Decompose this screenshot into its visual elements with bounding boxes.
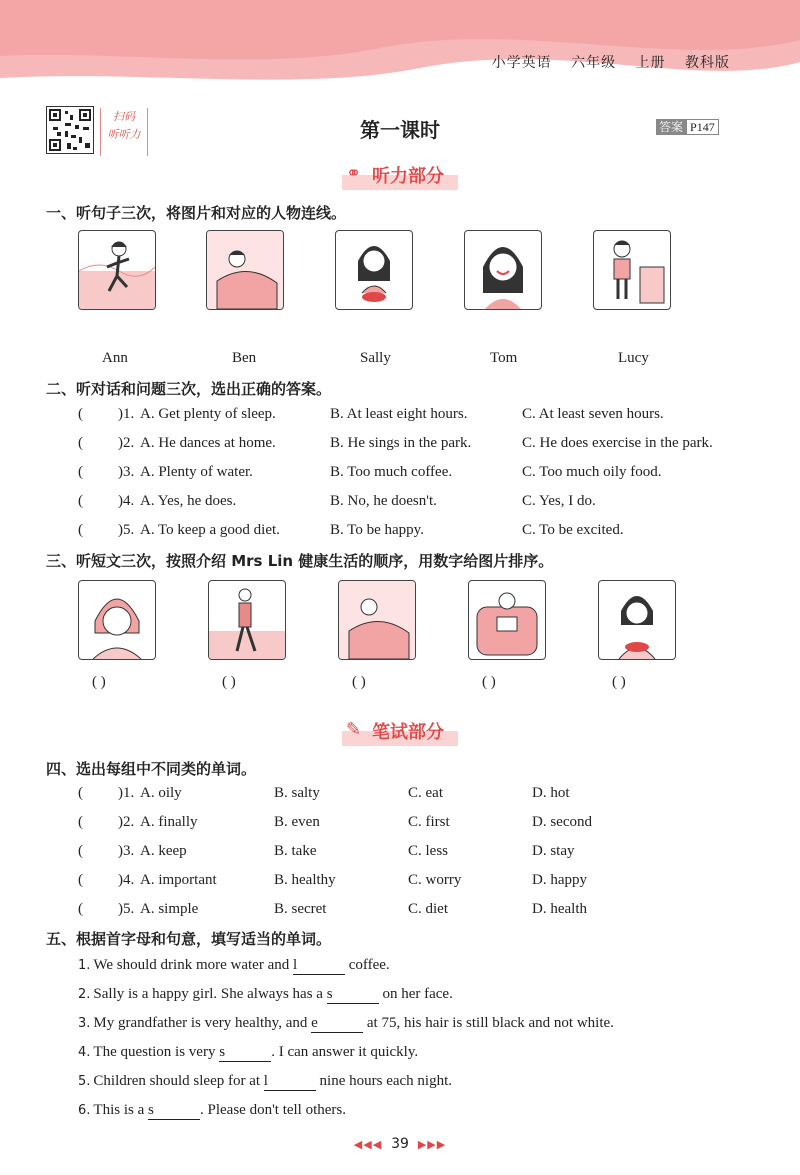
writing-title: 笔试部分 bbox=[372, 722, 444, 743]
picture-mrs-lin-reading bbox=[468, 580, 546, 660]
fill-blank[interactable]: s bbox=[219, 1044, 271, 1062]
option-b: B. salty bbox=[274, 785, 320, 801]
listening-title: 听力部分 bbox=[372, 166, 444, 187]
sentence-start: This is a bbox=[93, 1102, 148, 1118]
name-sally: Sally bbox=[360, 350, 391, 366]
option-b: B. even bbox=[274, 814, 320, 830]
fill-blank[interactable]: l bbox=[293, 957, 345, 975]
answer-paren-open[interactable]: ( bbox=[78, 464, 83, 480]
item-number: )1. bbox=[118, 785, 135, 801]
option-c: C. Yes, I do. bbox=[522, 493, 596, 509]
name-lucy: Lucy bbox=[618, 350, 649, 366]
q5-sentence bbox=[78, 957, 390, 975]
answer-paren-open[interactable]: ( bbox=[78, 522, 83, 538]
answer-label: 答案 bbox=[656, 119, 686, 135]
option-a: A. finally bbox=[140, 814, 198, 830]
answer-paren-open[interactable]: ( bbox=[78, 435, 83, 451]
fill-blank[interactable]: l bbox=[264, 1073, 316, 1091]
q5-sentence bbox=[78, 1073, 452, 1091]
item-number: )5. bbox=[118, 522, 135, 538]
item-number: )4. bbox=[118, 493, 135, 509]
sentence-end: coffee. bbox=[344, 957, 390, 973]
name-ben: Ben bbox=[232, 350, 257, 366]
option-d: D. second bbox=[532, 814, 592, 830]
name-ann: Ann bbox=[102, 350, 128, 366]
picture-mrs-lin-eating bbox=[598, 580, 676, 660]
q3-title: 三、听短文三次，按照介绍 Mrs Lin 健康生活的顺序，用数字给图片排序。 bbox=[46, 552, 554, 570]
header-wave bbox=[0, 0, 800, 100]
option-a: A. Get plenty of sleep. bbox=[140, 406, 276, 422]
item-number: )3. bbox=[118, 843, 135, 859]
q5-sentence bbox=[78, 1102, 346, 1120]
page-number-footer bbox=[0, 1136, 800, 1152]
q5-sentence bbox=[78, 1015, 614, 1033]
item-number: 6. bbox=[78, 1103, 91, 1118]
option-a: A. oily bbox=[140, 785, 182, 801]
option-c: C. worry bbox=[408, 872, 462, 888]
q1-title: 一、听句子三次，将图片和对应的人物连线。 bbox=[46, 204, 347, 222]
option-c: C. At least seven hours. bbox=[522, 406, 664, 422]
sentence-end: on her face. bbox=[378, 986, 453, 1002]
option-a: A. Yes, he does. bbox=[140, 493, 237, 509]
picture-mrs-lin-walking bbox=[208, 580, 286, 660]
item-number: )2. bbox=[118, 435, 135, 451]
option-a: A. To keep a good diet. bbox=[140, 522, 280, 538]
option-a: A. He dances at home. bbox=[140, 435, 276, 451]
answer-paren-open[interactable]: ( bbox=[78, 406, 83, 422]
answer-page: P147 bbox=[686, 119, 719, 135]
fill-blank[interactable]: s bbox=[148, 1102, 200, 1120]
sentence-end: nine hours each night. bbox=[315, 1073, 453, 1089]
option-c: C. first bbox=[408, 814, 450, 830]
option-a: A. important bbox=[140, 872, 217, 888]
option-c: C. He does exercise in the park. bbox=[522, 435, 713, 451]
order-blank-2[interactable]: ( ) bbox=[222, 674, 236, 690]
option-c: C. eat bbox=[408, 785, 443, 801]
sentence-start: The question is very bbox=[93, 1044, 220, 1060]
option-b: B. No, he doesn't. bbox=[330, 493, 437, 509]
option-b: B. Too much coffee. bbox=[330, 464, 453, 480]
sentence-start: Sally is a happy girl. She always has a bbox=[93, 986, 327, 1002]
writing-section-header bbox=[0, 716, 800, 746]
header-volume: 上册 bbox=[635, 55, 666, 71]
name-tom: Tom bbox=[490, 350, 518, 366]
item-number: 2. bbox=[78, 987, 91, 1002]
page-number: 39 bbox=[391, 1136, 409, 1152]
lesson-title: 第一课时 bbox=[360, 118, 440, 142]
option-b: B. At least eight hours. bbox=[330, 406, 468, 422]
picture-mrs-lin-portrait bbox=[78, 580, 156, 660]
option-d: D. stay bbox=[532, 843, 575, 859]
answer-paren-open[interactable]: ( bbox=[78, 872, 83, 888]
header-edition: 教科版 bbox=[685, 55, 730, 71]
headphones-icon: ⚭ bbox=[346, 163, 362, 184]
option-d: D. hot bbox=[532, 785, 570, 801]
sentence-start: We should drink more water and bbox=[93, 957, 293, 973]
option-a: A. keep bbox=[140, 843, 187, 859]
answer-paren-open[interactable]: ( bbox=[78, 814, 83, 830]
item-number: 3. bbox=[78, 1016, 91, 1031]
item-number: )4. bbox=[118, 872, 135, 888]
item-number: )3. bbox=[118, 464, 135, 480]
order-blank-1[interactable]: ( ) bbox=[92, 674, 106, 690]
picture-boy-washing bbox=[593, 230, 671, 310]
pencil-icon: ✎ bbox=[346, 719, 362, 740]
qr-label-line2: 听听力 bbox=[107, 128, 141, 141]
q5-title: 五、根据首字母和句意，填写适当的单词。 bbox=[46, 930, 332, 948]
item-number: 5. bbox=[78, 1074, 91, 1089]
prev-arrows-icon: ◀◀◀ bbox=[353, 1138, 383, 1151]
fill-blank[interactable]: e bbox=[311, 1015, 363, 1033]
option-a: A. Plenty of water. bbox=[140, 464, 253, 480]
answer-page-tag[interactable] bbox=[656, 118, 719, 135]
option-d: D. happy bbox=[532, 872, 587, 888]
item-number: )1. bbox=[118, 406, 135, 422]
q4-title: 四、选出每组中不同类的单词。 bbox=[46, 760, 257, 778]
item-number: 1. bbox=[78, 958, 91, 973]
item-number: )2. bbox=[118, 814, 135, 830]
answer-paren-open[interactable]: ( bbox=[78, 493, 83, 509]
picture-girl-smiling bbox=[464, 230, 542, 310]
picture-mrs-lin-sleeping bbox=[338, 580, 416, 660]
picture-girl-running bbox=[78, 230, 156, 310]
sentence-end: . I can answer it quickly. bbox=[271, 1044, 419, 1060]
option-c: C. Too much oily food. bbox=[522, 464, 662, 480]
q5-sentence bbox=[78, 1044, 418, 1062]
option-b: B. healthy bbox=[274, 872, 336, 888]
order-blank-4[interactable]: ( ) bbox=[482, 674, 496, 690]
item-number: )5. bbox=[118, 901, 135, 917]
answer-paren-open[interactable]: ( bbox=[78, 785, 83, 801]
header-book-info bbox=[478, 52, 730, 72]
sentence-start: My grandfather is very healthy, and bbox=[93, 1015, 312, 1031]
listening-section-header bbox=[0, 160, 800, 190]
item-number: 4. bbox=[78, 1045, 91, 1060]
option-c: C. To be excited. bbox=[522, 522, 624, 538]
option-a: A. simple bbox=[140, 901, 199, 917]
header-grade: 六年级 bbox=[571, 55, 617, 71]
q5-sentence bbox=[78, 986, 453, 1004]
header-subject: 小学英语 bbox=[491, 55, 552, 71]
sentence-end: . Please don't tell others. bbox=[200, 1102, 347, 1118]
option-b: B. He sings in the park. bbox=[330, 435, 472, 451]
option-c: C. less bbox=[408, 843, 449, 859]
sentence-end: at 75, his hair is still black and not white. bbox=[363, 1015, 614, 1031]
option-c: C. diet bbox=[408, 901, 448, 917]
next-arrows-icon: ▶▶▶ bbox=[417, 1138, 447, 1151]
picture-girl-salad bbox=[335, 230, 413, 310]
picture-boy-sleeping bbox=[206, 230, 284, 310]
order-blank-5[interactable]: ( ) bbox=[612, 674, 626, 690]
sentence-start: Children should sleep for at bbox=[93, 1073, 264, 1089]
option-b: B. secret bbox=[274, 901, 327, 917]
answer-paren-open[interactable]: ( bbox=[78, 901, 83, 917]
q2-title: 二、听对话和问题三次，选出正确的答案。 bbox=[46, 380, 332, 398]
qr-label-line1: 扫码 bbox=[113, 110, 135, 123]
fill-blank[interactable]: s bbox=[327, 986, 379, 1004]
order-blank-3[interactable]: ( ) bbox=[352, 674, 366, 690]
option-b: B. To be happy. bbox=[330, 522, 424, 538]
option-d: D. health bbox=[532, 901, 587, 917]
answer-paren-open[interactable]: ( bbox=[78, 843, 83, 859]
option-b: B. take bbox=[274, 843, 317, 859]
